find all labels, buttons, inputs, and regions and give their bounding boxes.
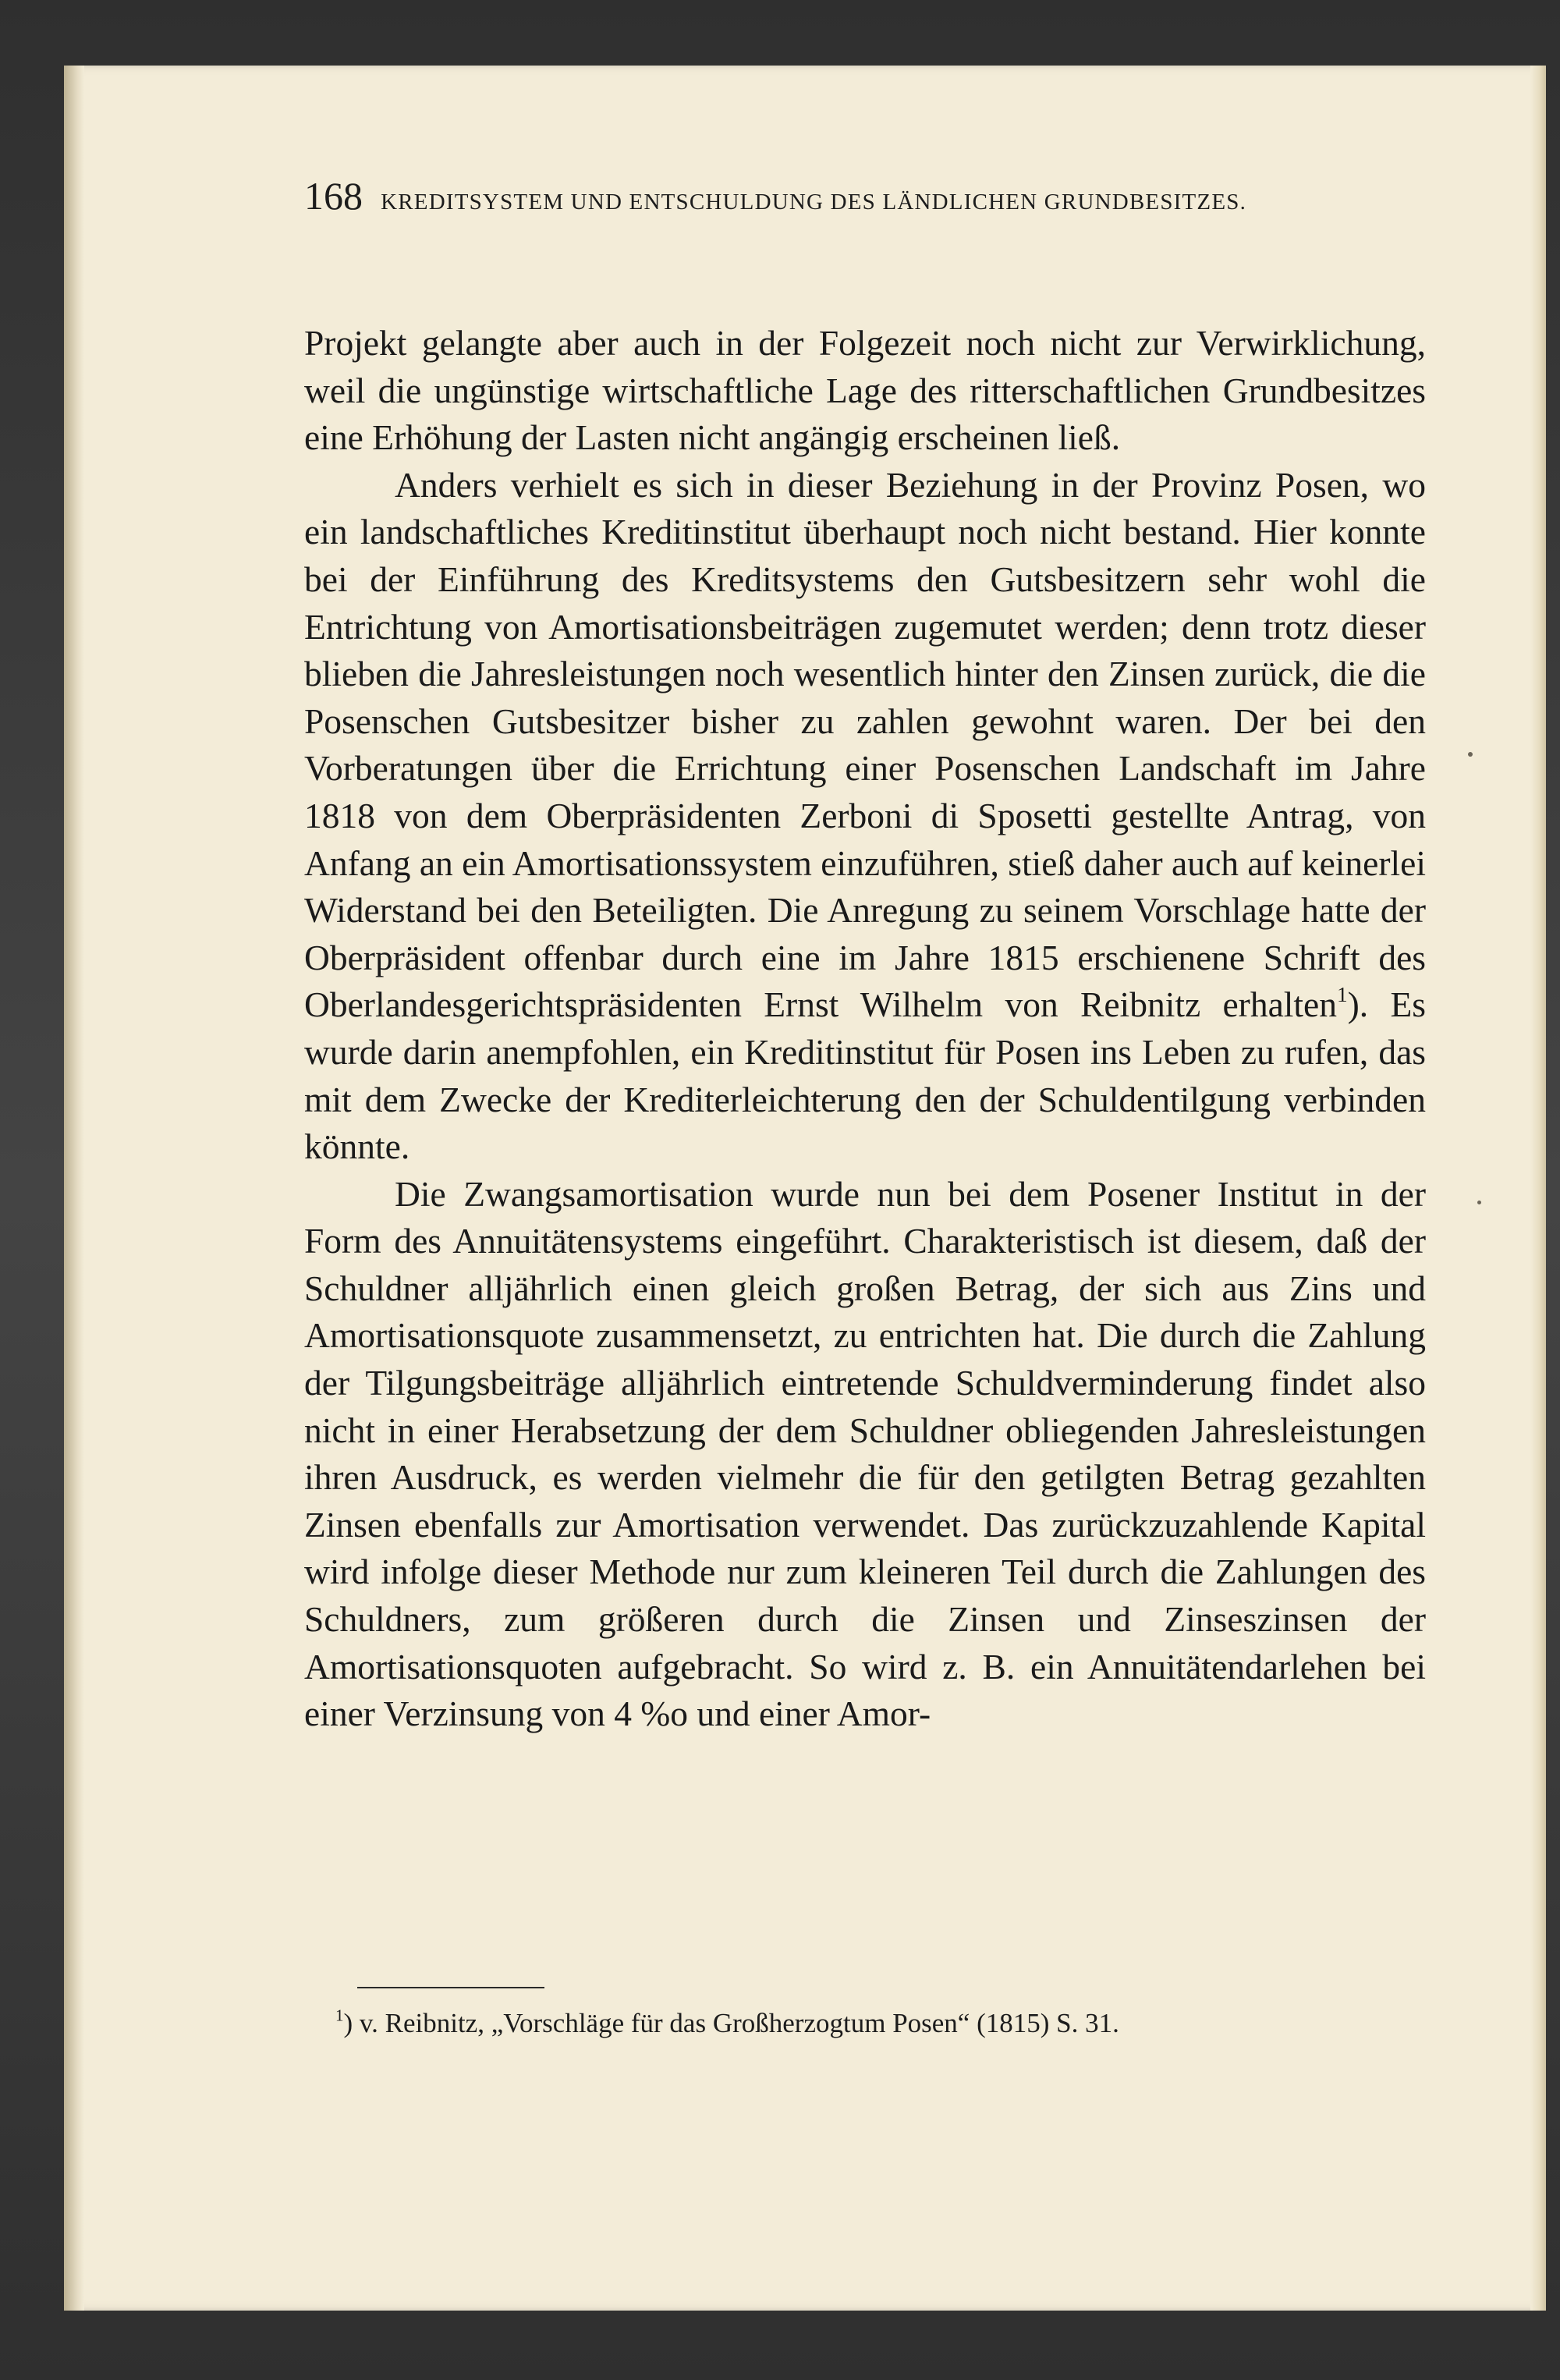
paragraph-2-continuation: ). Es wurde darin anempfohlen, ein Kreditinstitut für Posen ins Leben zu rufen, das mit dem Zwecke der Krediterleichterung den der Schuldentilgung verbinden könnte. (304, 984, 1426, 1167)
page-header (304, 173, 1427, 236)
page-gutter-shadow (64, 66, 84, 2311)
footnote-reference: 1 (1337, 983, 1348, 1007)
footnote-text: ) v. Reibnitz, „Vorschläge für das Großherzogtum Posen“ (1815) S. 31. (343, 2008, 1119, 2038)
page-number: 168 (304, 174, 363, 218)
footnote (335, 2006, 1427, 2041)
paper-speck (1468, 752, 1473, 757)
running-head: KREDITSYSTEM UND ENTSCHULDUNG DES LÄNDLICHEN GRUNDBESITZES. (381, 190, 1247, 215)
paragraph-2-text: Anders verhielt es sich in dieser Beziehung in der Provinz Posen, wo ein landschaftliches Kreditinstitut überhaupt noch nicht bestand. Hier konnte bei der Einführung des Kreditsystems den Gutsbesitzern sehr wohl die Entrichtung von Amortisationsbeiträgen zugemutet werden; denn trotz dieser blieben die Jahresleistungen noch wesentlich hinter den Zinsen zurück, die die Posenschen Gutsbesitzer bisher zu zahlen gewohnt waren. Der bei den Vorberatungen über die Errichtung einer Posenschen Landschaft im Jahre 1818 von dem Oberpräsidenten Zerboni di Sposetti gestellte Antrag, von Anfang an ein Amortisationssystem einzuführen, stieß daher auch auf keinerlei Widerstand bei den Beteiligten. Die Anregung zu seinem Vorschlage hatte der Oberpräsident offenbar durch eine im Jahre 1815 erschienene Schrift des Oberlandesgerichtspräsidenten Ernst Wilhelm von Reibnitz erhalten (304, 464, 1426, 1025)
page-edge (1530, 66, 1546, 2311)
body-text (304, 320, 1426, 1738)
footnote-divider (357, 1987, 544, 1988)
paragraph-3: Die Zwangsamortisation wurde nun bei dem Posener Institut in der Form des Annuitätensystems eingeführt. Charakteristisch ist diesem, daß der Schuldner alljährlich einen gleich großen Betrag, der sich aus Zins und Amortisationsquote zusammensetzt, zu entrichten hat. Die durch die Zahlung der Tilgungsbeiträge alljährlich eintretende Schuldverminderung findet also nicht in einer Herabsetzung der dem Schuldner obliegenden Jahresleistungen ihren Ausdruck, es werden vielmehr die für den getilgten Betrag gezahlten Zinsen ebenfalls zur Amortisation verwendet. Das zurückzuzahlende Kapital wird infolge dieser Methode nur zum kleineren Teil durch die Zahlungen des Schuldners, zum größeren durch die Zinsen und Zinseszinsen der Amortisationsquoten aufgebracht. So wird z. B. ein Annuitätendarlehen bei einer Verzinsung von 4 %o und einer Amor- (304, 1173, 1426, 1734)
paragraph-2 (304, 462, 1426, 1171)
footnote-marker: 1 (335, 2006, 344, 2025)
paper-speck (1477, 1201, 1481, 1204)
paragraph-1: Projekt gelangte aber auch in der Folgezeit noch nicht zur Verwirklichung, weil die ungünstige wirtschaftliche Lage des ritterschaftlichen Grundbesitzes eine Erhöhung der Lasten nicht angängig erscheinen ließ. (304, 323, 1426, 458)
